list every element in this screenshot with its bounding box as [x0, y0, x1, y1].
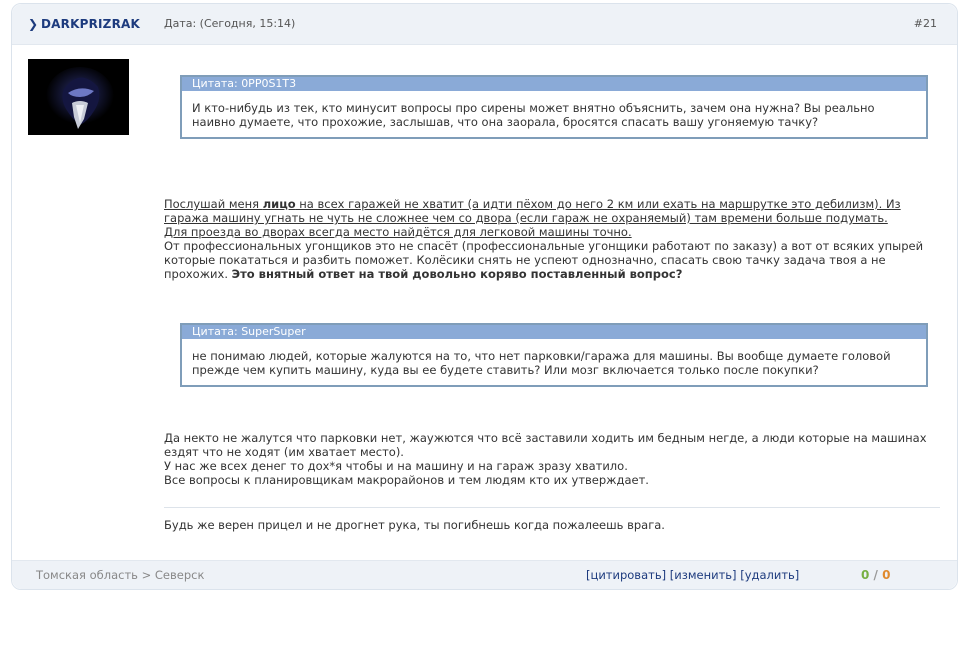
reply-bold-text: Это внятный ответ на твой довольно коряво поставленный вопрос? — [231, 267, 683, 281]
reply-plain-text: От профессиональных угонщиков это не спасёт (профессиональные угонщики работают по заказу) а вот от всяких упырей которые покататься и разбить поможет. Колёсики снять не успеют однозначно, спасать свою тачку задача твоя а не прохожих. — [164, 239, 924, 281]
edit-button[interactable]: [изменить] — [669, 568, 737, 582]
post-header — [12, 4, 957, 45]
quote-title: Цитата: 0PP0S1T3 — [182, 77, 926, 91]
quote-block — [180, 75, 928, 139]
quote-block — [180, 323, 928, 387]
reply-line: Да некто не жалутся что парковки нет, жаужются что всё заставили ходить им бедным негде, а люди которые на машинах ездят что не ходят (им хватает место). — [164, 431, 927, 459]
post-date: Дата: (Сегодня, 15:14) — [164, 17, 296, 30]
post-footer — [12, 560, 957, 589]
rating-positive[interactable]: 0 — [861, 568, 870, 582]
reply-paragraph — [164, 197, 944, 281]
reply-underlined-rest: на всех гаражей не хватит (а идти пёхом до него 2 км или ехать на маршрутке это дебилизм). Из гаража машину угнать не чуть не сложнее чем со двора (если гараж не охраняемый) там времени больше подумать. — [164, 197, 901, 225]
quote-text: И кто-нибудь из тек, кто минусит вопросы про сирены может внятно объяснить, зачем она нужна? Вы реально наивно думаете, что прохожие, заслышав, что она заорала, бросятся спасать вашу угоняемую тачку? — [192, 101, 875, 129]
delete-button[interactable]: [удалить] — [740, 568, 800, 582]
signature-divider — [164, 507, 940, 508]
reply-line: У нас же всех денег то дох*я чтобы и на машину и на гараж зразу хватило. — [164, 459, 628, 473]
masked-figure-avatar — [28, 59, 129, 135]
avatar[interactable] — [28, 59, 129, 135]
reply-underlined-start: Послушай меня — [164, 197, 263, 211]
quote-title: Цитата: SuperSuper — [182, 325, 926, 339]
quote-text: не понимаю людей, которые жалуются на то, что нет парковки/гаража для машины. Вы вообще думаете головой прежде чем купить машину, куда вы ее будете ставить? Или мозг включается только после покупки? — [192, 349, 891, 377]
reply-paragraph — [164, 431, 944, 487]
post-number[interactable]: #21 — [913, 17, 937, 30]
rating-separator: / — [873, 568, 878, 582]
chevron-right-icon: ❯ — [28, 17, 39, 31]
quote-button[interactable]: [цитировать] — [586, 568, 667, 582]
post-content — [164, 59, 944, 532]
post-actions — [586, 568, 799, 582]
reply-underlined-line: Для проезда во дворах всегда место найдётся для легковой машины точно. — [164, 225, 632, 239]
user-location: Томская область > Северск — [36, 568, 205, 582]
username-link[interactable]: DARKPRIZRAK — [41, 17, 141, 31]
forum-post — [11, 3, 958, 590]
reply-line: Все вопросы к планировщикам макрорайонов и тем людям кто их утверждает. — [164, 473, 649, 487]
post-rating — [861, 568, 890, 582]
rating-negative[interactable]: 0 — [882, 568, 891, 582]
reply-underlined-bold: лицо — [262, 197, 296, 211]
signature: Будь же верен прицел и не дрогнет рука, ты погибнешь когда пожалеешь врага. — [164, 518, 665, 532]
